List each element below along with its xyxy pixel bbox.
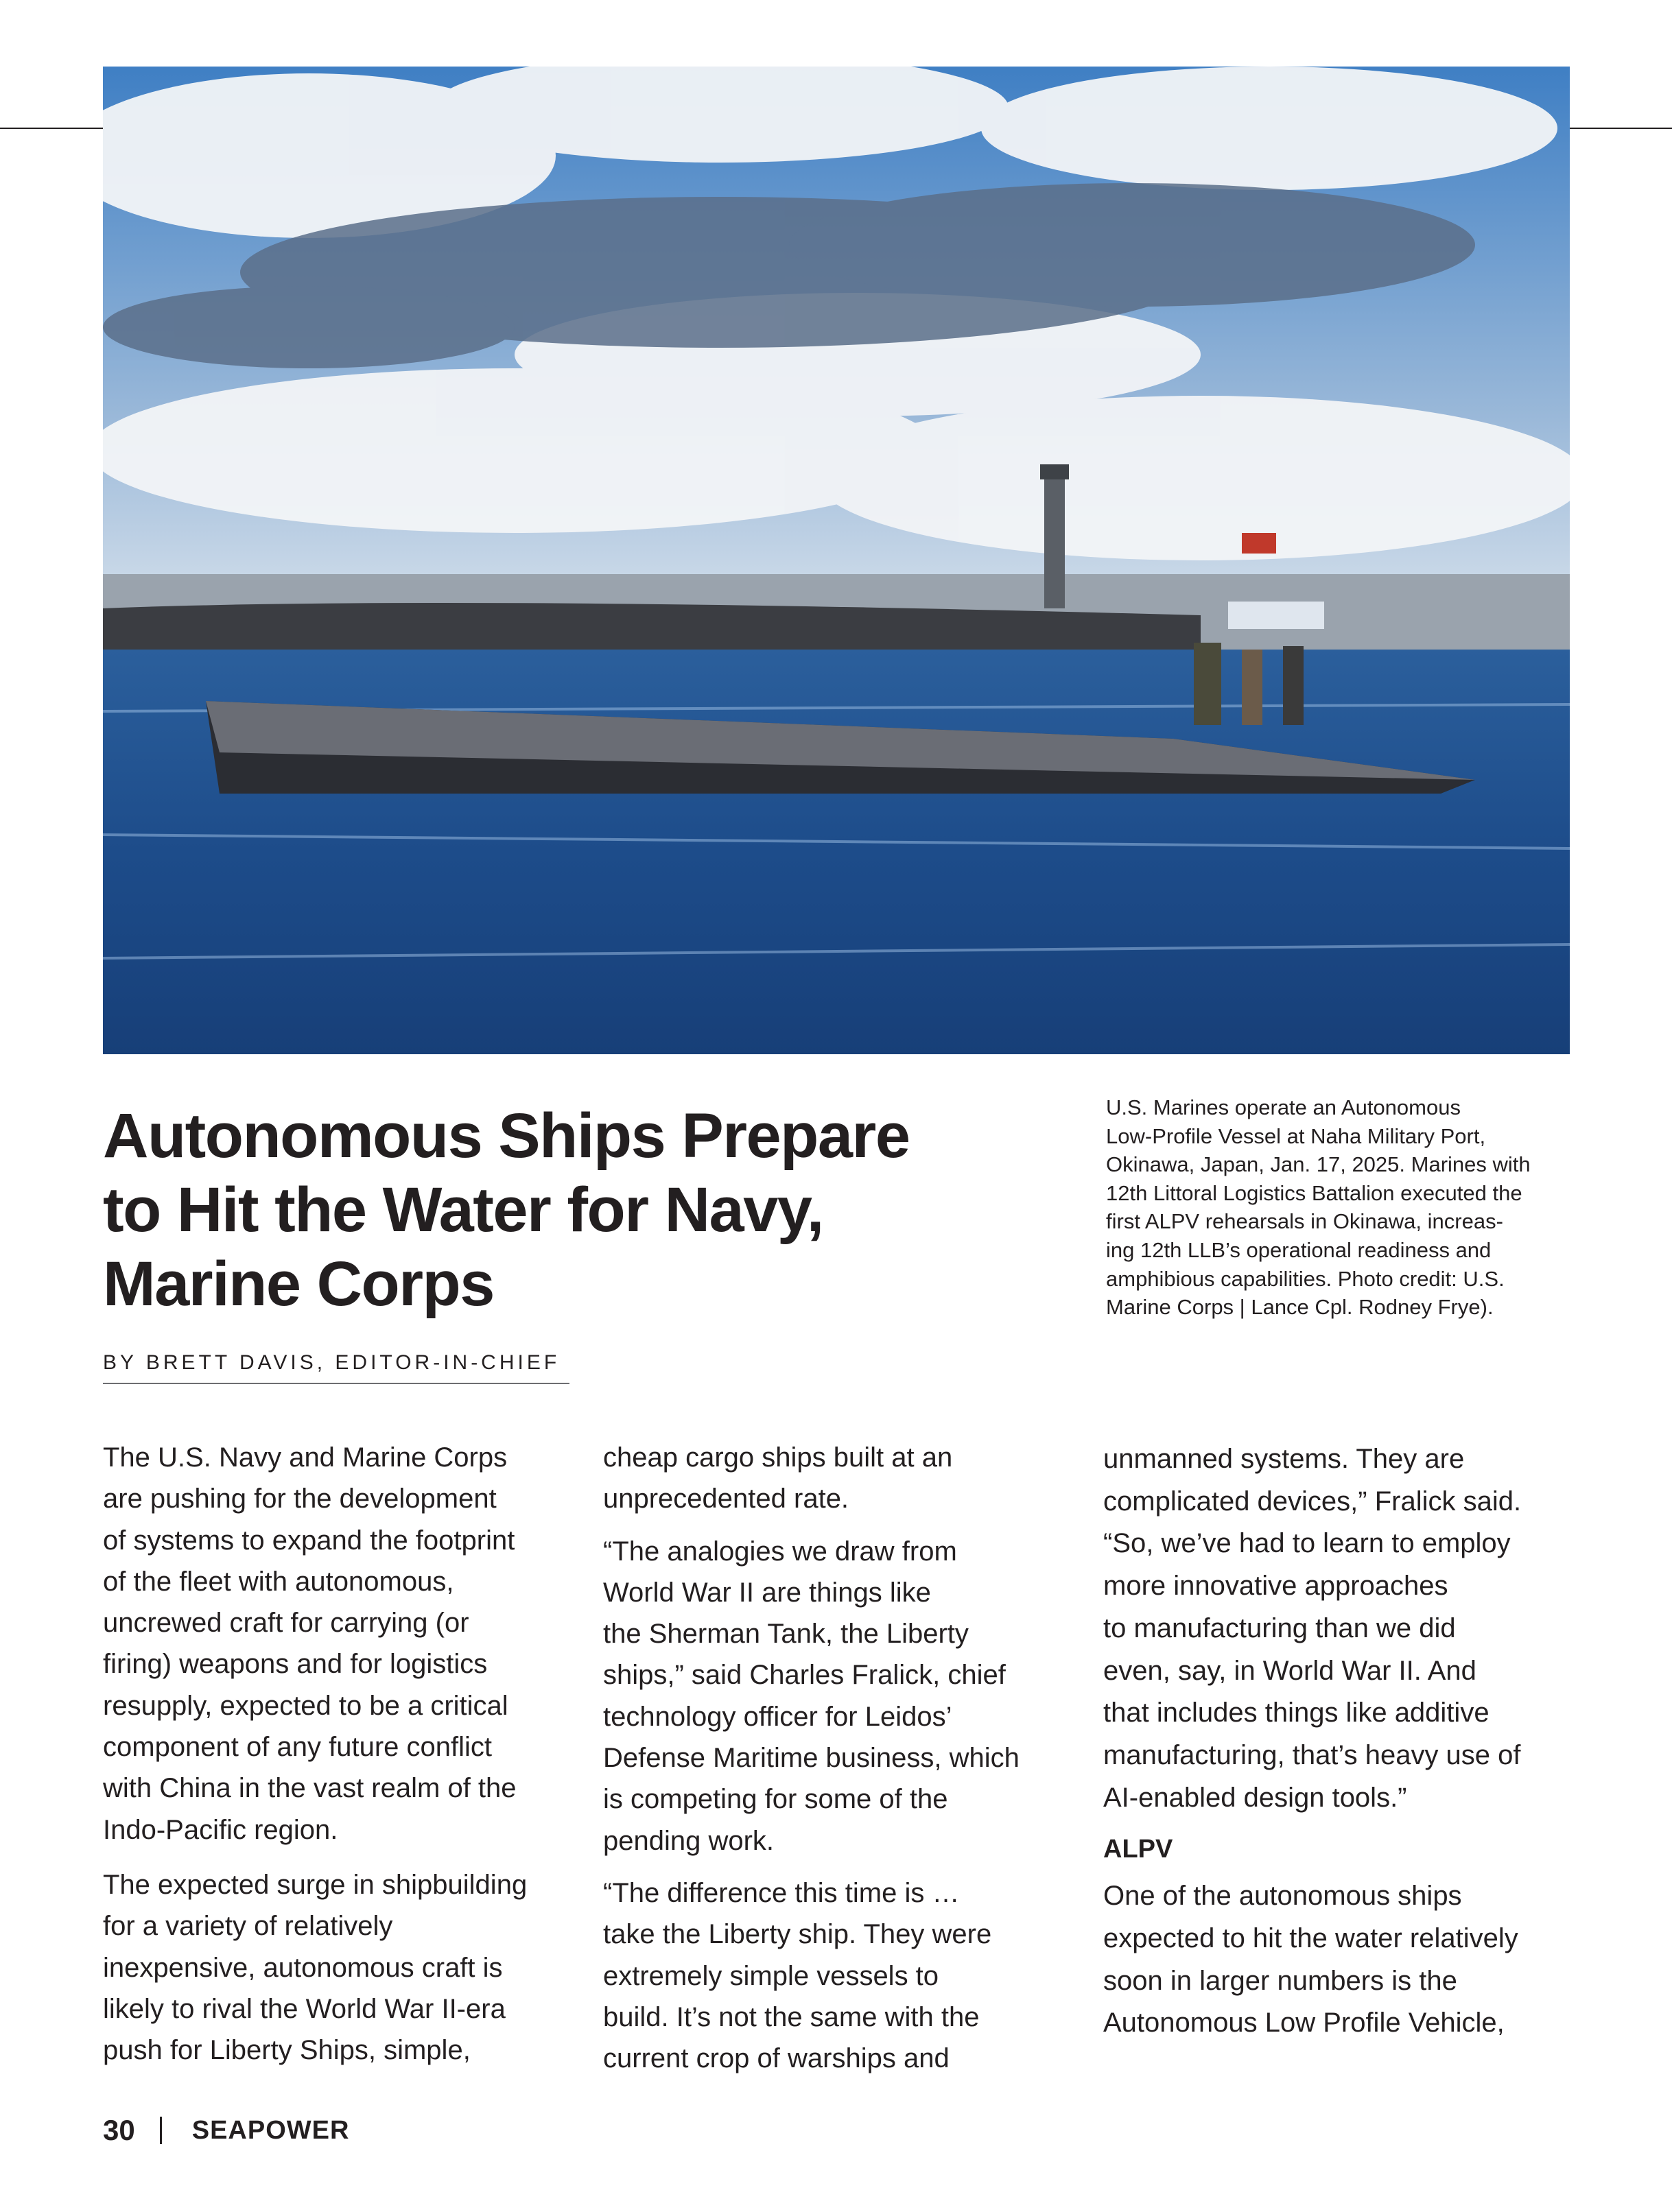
footer-divider (160, 2117, 162, 2144)
section-heading: ALPV (1103, 1835, 1173, 1864)
body-paragraph: The U.S. Navy and Marine Corps are pushing for the development of systems to expand the footprint of the fleet with autonomous, uncrewed craft for carrying (or firing) weapons and for logistics resupply, expected to be a critical component of any future conflict with China in the vast realm of the Indo-Pacific region. (103, 1442, 517, 1845)
publication-name: SEAPOWER (191, 2115, 350, 2145)
body-paragraph: The expected surge in shipbuilding for a variety of relatively inexpensive, autonomous craft is likely to rival the World War II-era push for Liberty Ships, simple, (103, 1869, 528, 2066)
body-paragraph: “The difference this time is … take the Liberty ship. They were extremely simple vessels to build. It’s not the same with the current crop of warships and (603, 1877, 992, 2074)
body-paragraph: One of the autonomous ships expected to hit the water relatively soon in larger numbers is the Autonomous Low Profile Vehicle, (1103, 1881, 1518, 2038)
body-paragraph: cheap cargo ships built at an unprecedented rate. (603, 1442, 953, 1514)
body-paragraph: “The analogies we draw from World War II are things like the Sherman Tank, the Liberty ships,” said Charles Fralick, chief technology officer for Leidos’ Defense Maritime business, which is competing for some of the pending work. (603, 1536, 1020, 1856)
article-title: Autonomous Ships Prepare to Hit the Water for Navy, Marine Corps (103, 1101, 910, 1319)
header-rule-right (1570, 128, 1672, 129)
page-number: 30 (103, 2114, 135, 2146)
article-byline: BY BRETT DAVIS, EDITOR-IN-CHIEF (103, 1351, 569, 1384)
hero-photo-autonomous-vessel (103, 67, 1570, 1054)
page-footer (103, 2114, 349, 2147)
body-paragraph: unmanned systems. They are complicated devices,” Fralick said. “So, we’ve had to learn to employ more innovative approaches to manufacturing than we did even, say, in World War II. And that includes things like additive manufacturing, that’s heavy use of AI-enabled design tools.” (1103, 1444, 1522, 1813)
body-column-2 (603, 1437, 1083, 2079)
header-rule-left (0, 128, 103, 129)
body-column-3 (1103, 1438, 1583, 2045)
photo-caption: U.S. Marines operate an Autonomous Low-Profile Vessel at Naha Military Port, Okinawa, Japan, Jan. 17, 2025. Marines with 12th Littoral Logistics Battalion executed the first ALPV rehearsals in Okinawa, increas- ing 12th LLB’s operational readiness and amphibious capabilities. Photo credit: U.S. Marine Corps | Lance Cpl. Rodney Frye). (1106, 1095, 1531, 1320)
lighthouse (1044, 471, 1065, 608)
body-column-1 (103, 1437, 583, 2071)
